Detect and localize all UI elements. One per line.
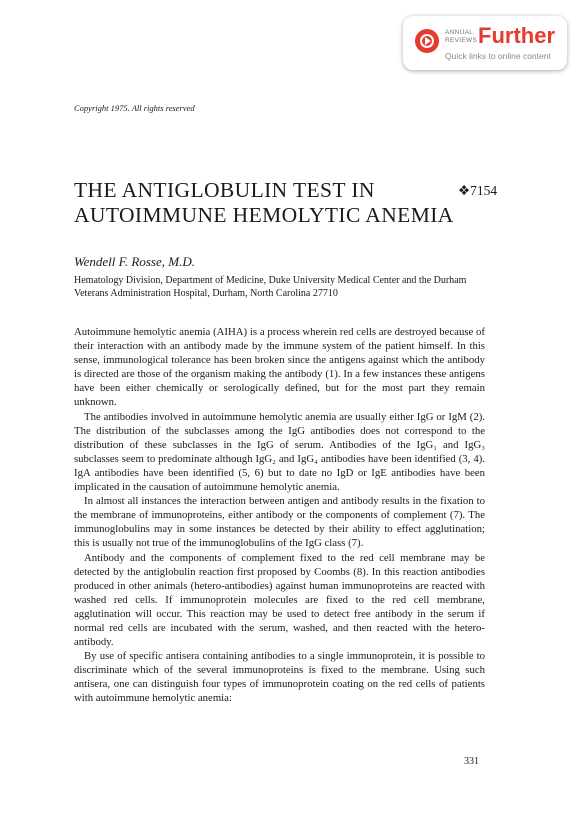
badge-annual-reviews-label: ANNUAL REVIEWS bbox=[445, 29, 478, 44]
copyright-notice: Copyright 1975. All rights reserved bbox=[74, 103, 195, 113]
page-number: 331 bbox=[464, 756, 479, 767]
badge-further-label: Further bbox=[478, 23, 555, 48]
paragraph-1: Autoimmune hemolytic anemia (AIHA) is a process wherein red cells are destroyed because of their interaction with an antibody made by the immune system of the patient himself. In this sense, immunological tolerance has been broken since the antigens against which the antibody is directed are those of the organism making the antibody (1). In a few instances these antigens have been either chemically or serologically defined, but for the most part they remain unknown. bbox=[74, 326, 485, 409]
badge-subtitle: Quick links to online content bbox=[445, 51, 551, 61]
paragraph-5: By use of specific antisera containing antibodies to a single immunoprotein, it is possible to discriminate which of the several immunoproteins is fixed to the membrane. Using such antisera, one can distinguish four types of immunoprotein coating on the red cells of patients with autoimmune hemolytic anemia: bbox=[74, 650, 485, 705]
author-name: Wendell F. Rosse, M.D. bbox=[74, 254, 195, 269]
article-code: ❖7154 bbox=[458, 183, 498, 198]
title-line-1: THE ANTIGLOBULIN TEST IN bbox=[74, 178, 375, 202]
title-line-2: AUTOIMMUNE HEMOLYTIC ANEMIA bbox=[74, 203, 454, 227]
author-affiliation: Hematology Division, Department of Medicine, Duke University Medical Center and the Durham Veterans Administration Hospital, Durham, North Carolina 27710 bbox=[74, 275, 467, 299]
annual-reviews-further-badge[interactable] bbox=[403, 16, 567, 70]
paragraph-2: The antibodies involved in autoimmune hemolytic anemia are usually either IgG or IgM (2). The distribution of the subclasses among the IgG antibodies does not correspond to the distribution of these subclasses in the IgG of serum. Antibodies of the IgG₁ and IgG₃ subclasses seem to predominate although IgG₂ and IgG₄ antibodies have been identified (3, 4). IgA antibodies have been identified (5, 6) but to date no IgD or IgE antibodies have been implicated in the causation of autoimmune hemolytic anemia. bbox=[74, 410, 485, 494]
paragraph-4: Antibody and the components of complement fixed to the red cell membrane may be detected by the antiglobulin reaction first proposed by Coombs (8). In this reaction antibodies produced in other animals (hetero-antibodies) against human immunoproteins are reacted with washed red cells. If immunoprotein molecules are fixed to the red cell membrane, agglutination will occur. This reaction may be used to detect free antibody in the serum if normal red cells are incubated with the serum, washed, and then reacted with the hetero-antibody. bbox=[74, 551, 485, 649]
paragraph-3: In almost all instances the interaction between antigen and antibody results in the fixation to the membrane of immunoproteins, either antibody or the components of complement (7). The immunoglobulins may in some instances be detected by their ability to effect agglutination; this is usually not true of the immunoglobulins of the IgG class (7). bbox=[74, 495, 485, 550]
annual-reviews-logo-icon bbox=[415, 29, 439, 53]
article-title bbox=[74, 178, 454, 228]
article-body bbox=[74, 325, 485, 706]
